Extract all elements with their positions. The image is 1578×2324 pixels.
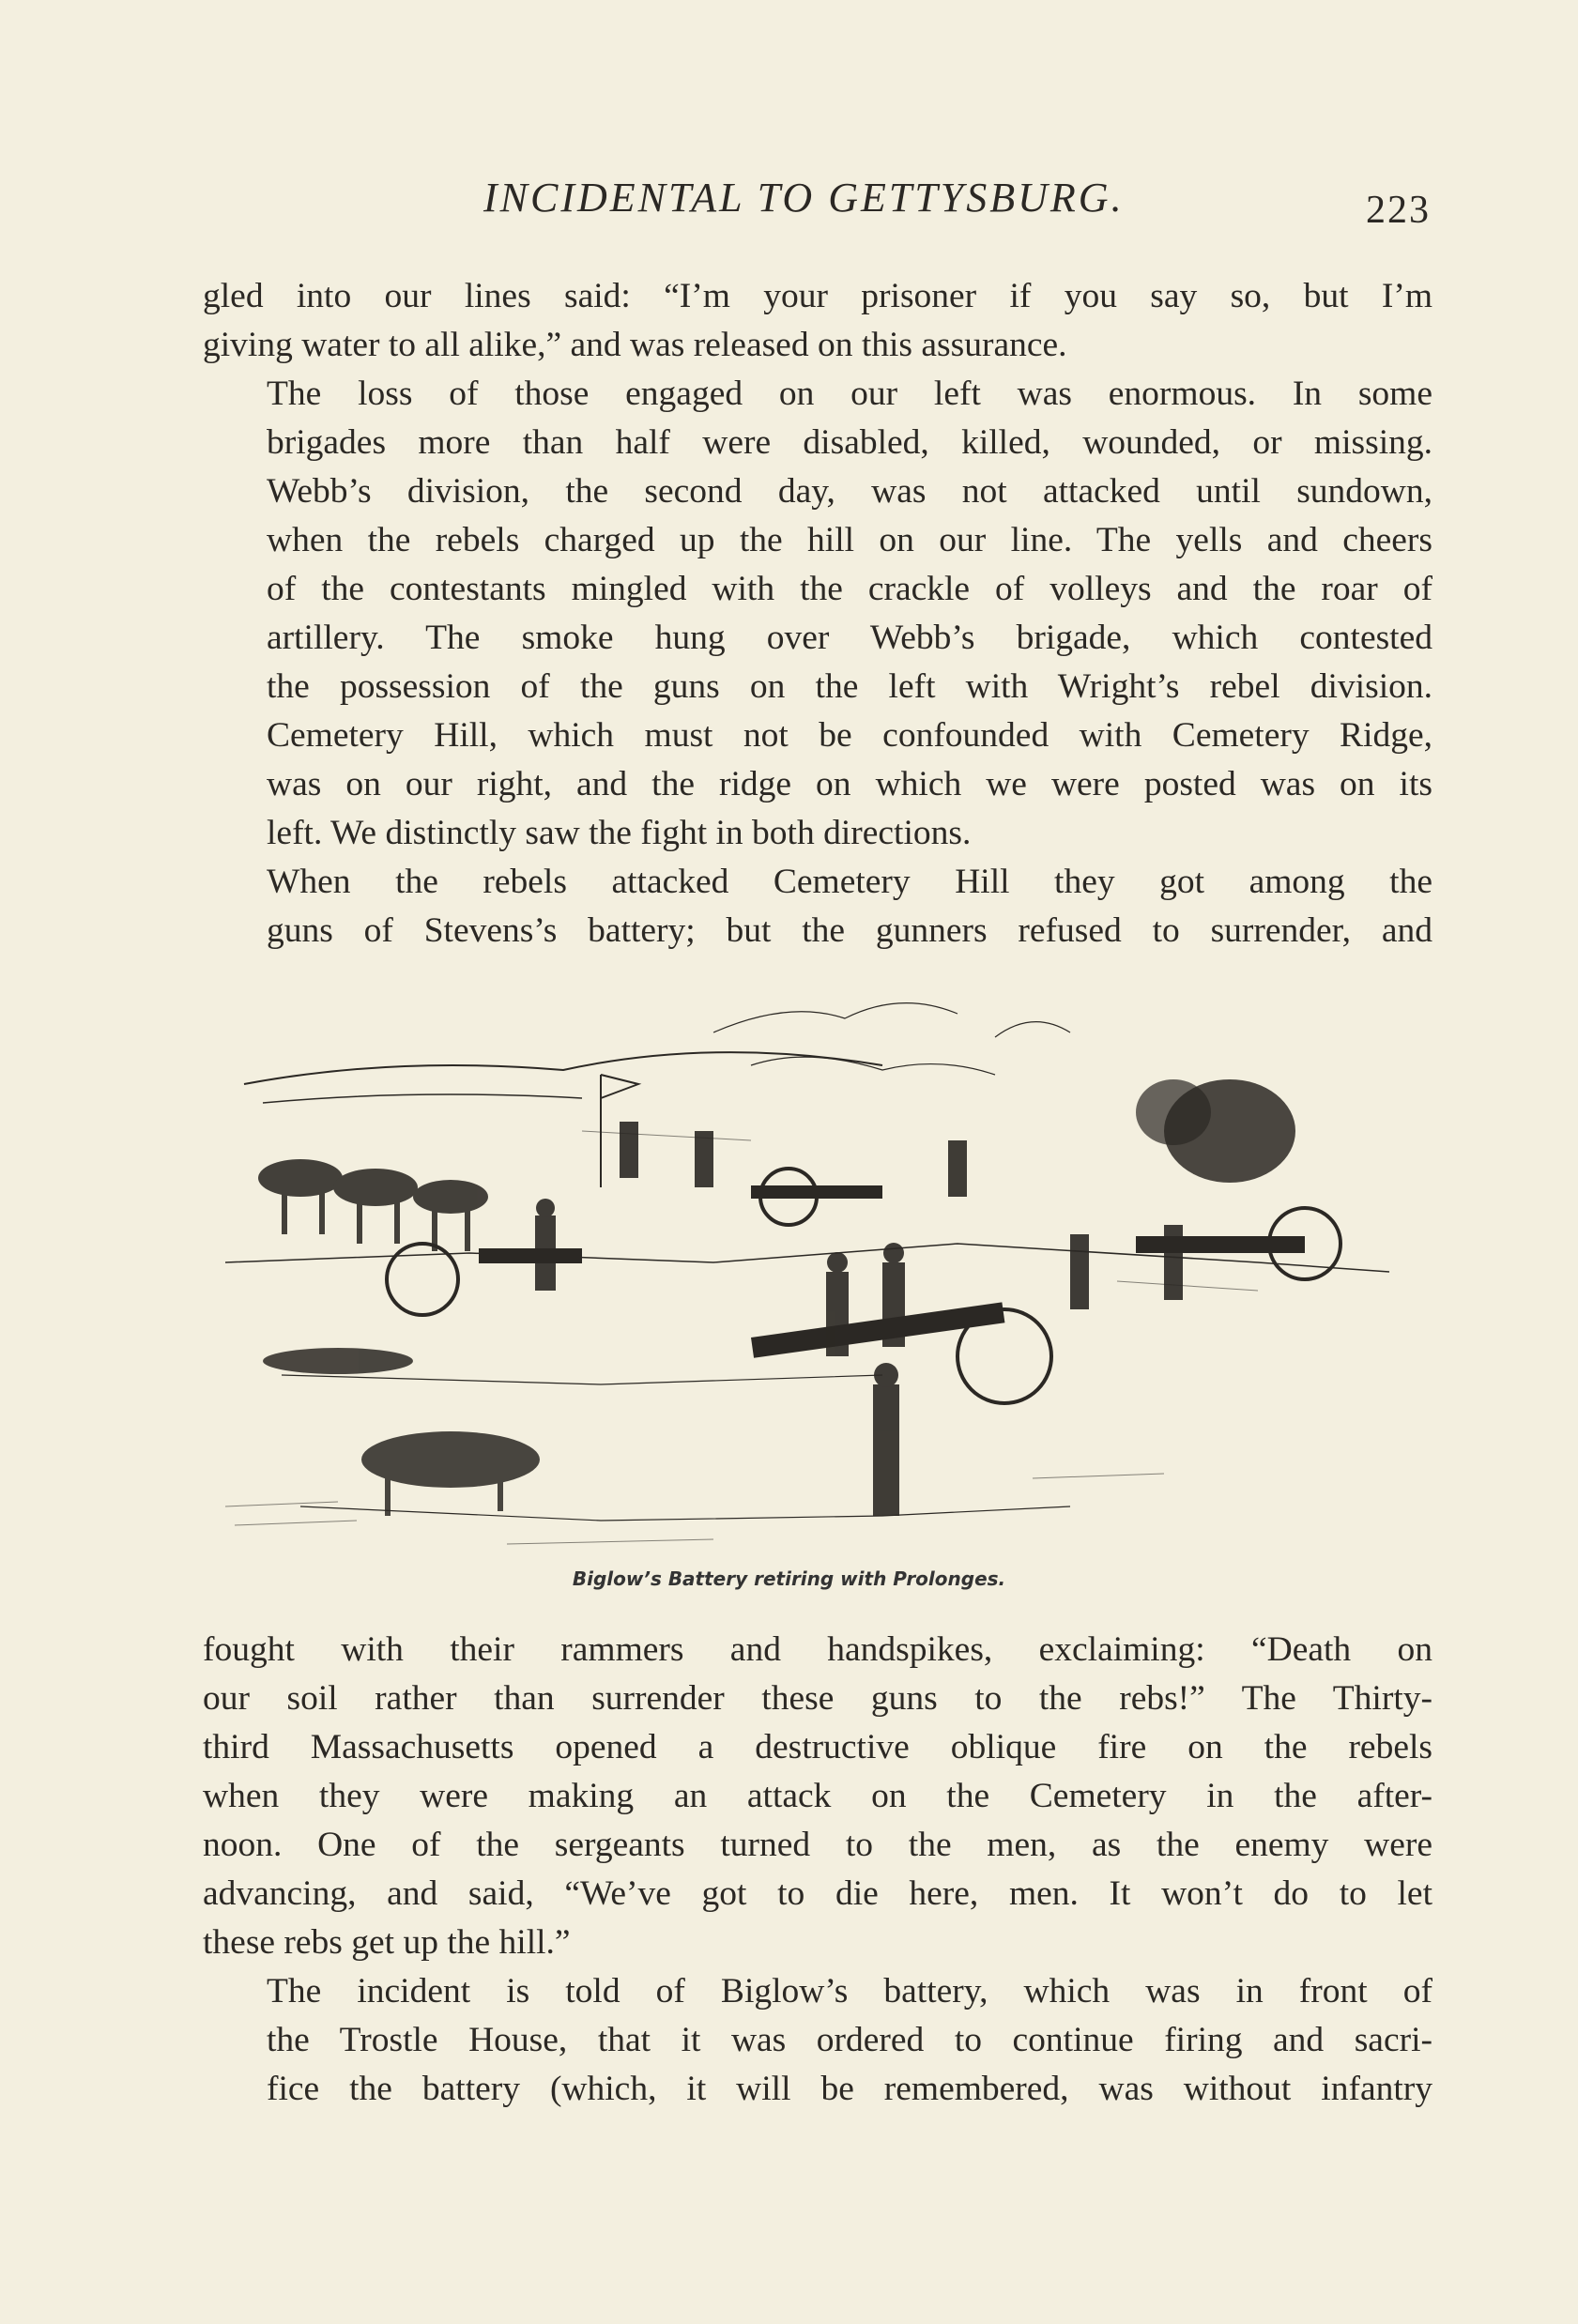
text-line: guns of Stevens’s battery; but the gunners refused to surrender, and	[267, 911, 1432, 950]
paragraph	[203, 1967, 1432, 2114]
text-line: our soil rather than surrender these guns to the rebs!” The Thirty-	[203, 1679, 1432, 1718]
text-line: these rebs get up the hill.”	[203, 1923, 571, 1962]
page-number: 223	[1366, 189, 1431, 232]
paragraph	[203, 1626, 1432, 1967]
text-line: The loss of those engaged on our left was enormous. In some	[267, 375, 1432, 413]
text-line: advancing, and said, “We’ve got to die here, men. It won’t do to let	[203, 1874, 1432, 1913]
text-line: the possession of the guns on the left with Wright’s rebel division.	[267, 667, 1432, 706]
paragraph	[203, 858, 1432, 956]
paragraph	[203, 272, 1432, 370]
text-line: of the contestants mingled with the crackle of volleys and the roar of	[267, 570, 1432, 608]
text-line: fought with their rammers and handspikes, exclaiming: “Death on	[203, 1630, 1432, 1669]
text-line: when the rebels charged up the hill on our line. The yells and cheers	[267, 521, 1432, 559]
body-text-top	[203, 272, 1432, 956]
text-line: When the rebels attacked Cemetery Hill they got among the	[267, 863, 1432, 901]
paragraph	[203, 370, 1432, 858]
text-line: brigades more than half were disabled, killed, wounded, or missing.	[267, 423, 1432, 462]
text-line: noon. One of the sergeants turned to the men, as the enemy were	[203, 1826, 1432, 1864]
text-line: was on our right, and the ridge on which we were posted was on its	[267, 765, 1432, 803]
text-line: fice the battery (which, it will be remembered, was without infantry	[267, 2070, 1432, 2108]
figure-caption: Biglow’s Battery retiring with Prolonges.	[572, 1567, 1006, 1590]
text-line: gled into our lines said: “I’m your prisoner if you say so, but I’m	[203, 277, 1432, 315]
running-head: INCIDENTAL TO GETTYSBURG.	[483, 175, 1125, 221]
horizon-line	[244, 1052, 882, 1084]
battle-illustration	[225, 981, 1408, 1563]
text-line: The incident is told of Biglow’s battery, which was in front of	[267, 1972, 1432, 2011]
text-line: giving water to all alike,” and was released on this assurance.	[203, 326, 1067, 364]
text-line: Cemetery Hill, which must not be confounded with Cemetery Ridge,	[267, 716, 1432, 755]
text-line: Webb’s division, the second day, was not attacked until sundown,	[267, 472, 1432, 511]
text-line: when they were making an attack on the Cemetery in the after-	[203, 1777, 1432, 1815]
text-line: the Trostle House, that it was ordered to continue firing and sacri-	[267, 2021, 1432, 2059]
text-line: third Massachusetts opened a destructive oblique fire on the rebels	[203, 1728, 1432, 1766]
text-line: left. We distinctly saw the fight in both directions.	[267, 814, 972, 852]
text-line: artillery. The smoke hung over Webb’s brigade, which contested	[267, 619, 1432, 657]
body-text-bottom	[203, 1626, 1432, 2114]
battery-engraving	[225, 981, 1408, 1563]
